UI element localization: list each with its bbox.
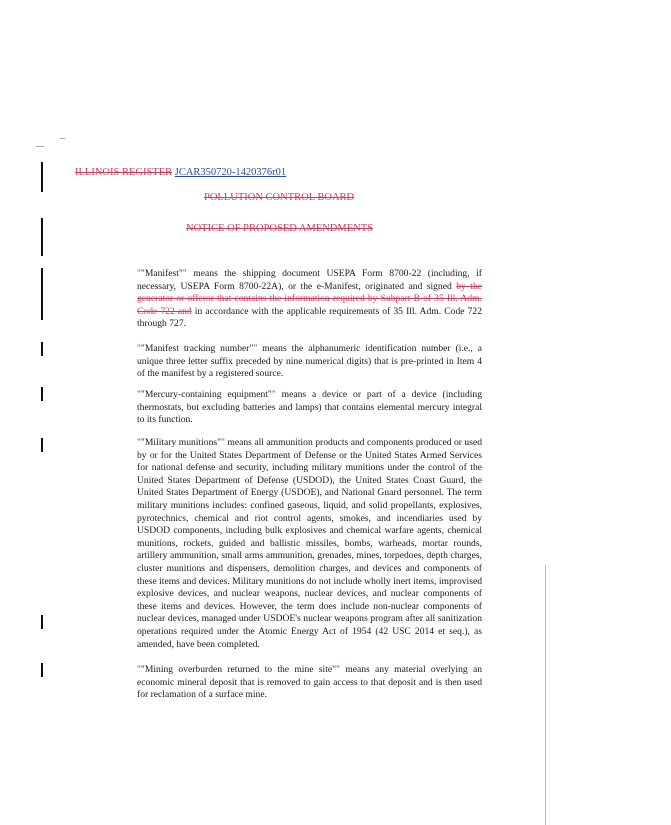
definition-manifest — [137, 268, 482, 331]
definition-text: means the shipping document USEPA Form 8700-22 (including, if necessary, USEPA Form 8700-22A), or the e-Manifest, originated and signed — [137, 268, 482, 292]
board-title: POLLUTION CONTROL BOARD — [204, 192, 355, 203]
scan-edge-line — [545, 565, 546, 825]
definition-text: "Military munitions" — [140, 437, 222, 448]
inserted-mark: " — [271, 389, 276, 400]
change-bar — [41, 615, 43, 629]
notice-title: NOTICE OF PROPOSED AMENDMENTS — [186, 223, 373, 234]
change-bar — [41, 342, 43, 356]
definition-text: "Manifest tracking number" — [140, 343, 254, 354]
definition-manifest-tracking-number — [137, 343, 482, 381]
inserted-mark: " — [137, 268, 141, 279]
definition-text: means the alphanumeric identification number (i.e., a unique three letter suffix preceded by nine numerical digits) that is pre-printed in Item 4 of the manifest by a registered source. — [137, 343, 482, 380]
register-deleted: ILLINOIS REGISTER — [75, 167, 173, 178]
deleted-text: by the generator or offeror that contains the information required by Subpart B of 35 Ill. Adm. Code 722 and — [137, 280, 482, 317]
definition-mining-overburden — [137, 664, 482, 702]
register-line — [75, 167, 286, 178]
definition-text: means a device or part of a device (including thermostats, but excluding batteries and lamps) that contains elemental mercury integral to its function. — [137, 389, 482, 426]
definition-mercury-containing-equipment — [137, 389, 482, 427]
scan-speck — [36, 146, 44, 147]
change-bar — [41, 162, 43, 192]
definition-text: "Mercury-containing equipment" — [140, 389, 272, 400]
definition-text: means any material overlying an economic mineral deposit that is removed to gain access to that deposit and is then used for reclamation of a surface mine. — [137, 664, 482, 701]
definition-military-munitions — [137, 437, 482, 651]
change-bar — [41, 268, 43, 320]
definition-text: "Mining overburden returned to the mine site" — [140, 664, 337, 675]
definition-text: in accordance with the applicable requirements of 35 Ill. Adm. Code 722 through 727. — [137, 305, 482, 330]
inserted-mark: " — [137, 664, 141, 675]
inserted-mark: " — [137, 437, 141, 448]
inserted-mark: " — [137, 389, 141, 400]
register-inserted: JCAR350720-1420376r01 — [174, 167, 287, 178]
inserted-mark: " — [182, 268, 194, 279]
inserted-mark: " — [221, 437, 225, 448]
inserted-mark: " — [253, 343, 258, 354]
change-bar — [41, 387, 43, 401]
change-bar — [41, 218, 43, 256]
definition-text: "Manifest" — [140, 268, 183, 279]
change-bar — [41, 663, 43, 677]
definition-text: means all ammunition products and components produced or used by or for the United States Department of Defense or the United States Armed Services for national defense and security, including military munitions under the control of the United States Department of Defense (USDOD), the United States Coast Guard, the United States Department of Energy (USDOE), and National Guard personnel. The term military munitions includes: confined gaseous, liquid, and solid propellants, explosives, pyrotechnics, chemical and riot control agents, smokes, and incendiaries used by USDOD components, including bulk explosives and chemical warfare agents, chemical munitions, rockets, guided and ballistic missiles, bombs, warheads, mortar rounds, artillery ammunition, small arms ammunition, grenades, mines, torpedoes, depth charges, cluster munitions and dispensers, demolition charges, and devices and components of these items and devices. Military munitions do not include wholly inert items, improvised explosive devices, and nuclear weapons, nuclear devices, and nuclear components of these items and devices. However, the term does include non-nuclear components of nuclear devices, managed under USDOE's nuclear weapons program after all sanitization operations required under the Atomic Energy Act of 1954 (42 USC 2014 et seq.), as amended, have been completed. — [137, 437, 482, 650]
inserted-mark: " — [137, 343, 141, 354]
inserted-mark: " — [336, 664, 340, 675]
scan-speck — [60, 138, 65, 139]
change-bar — [41, 438, 43, 452]
